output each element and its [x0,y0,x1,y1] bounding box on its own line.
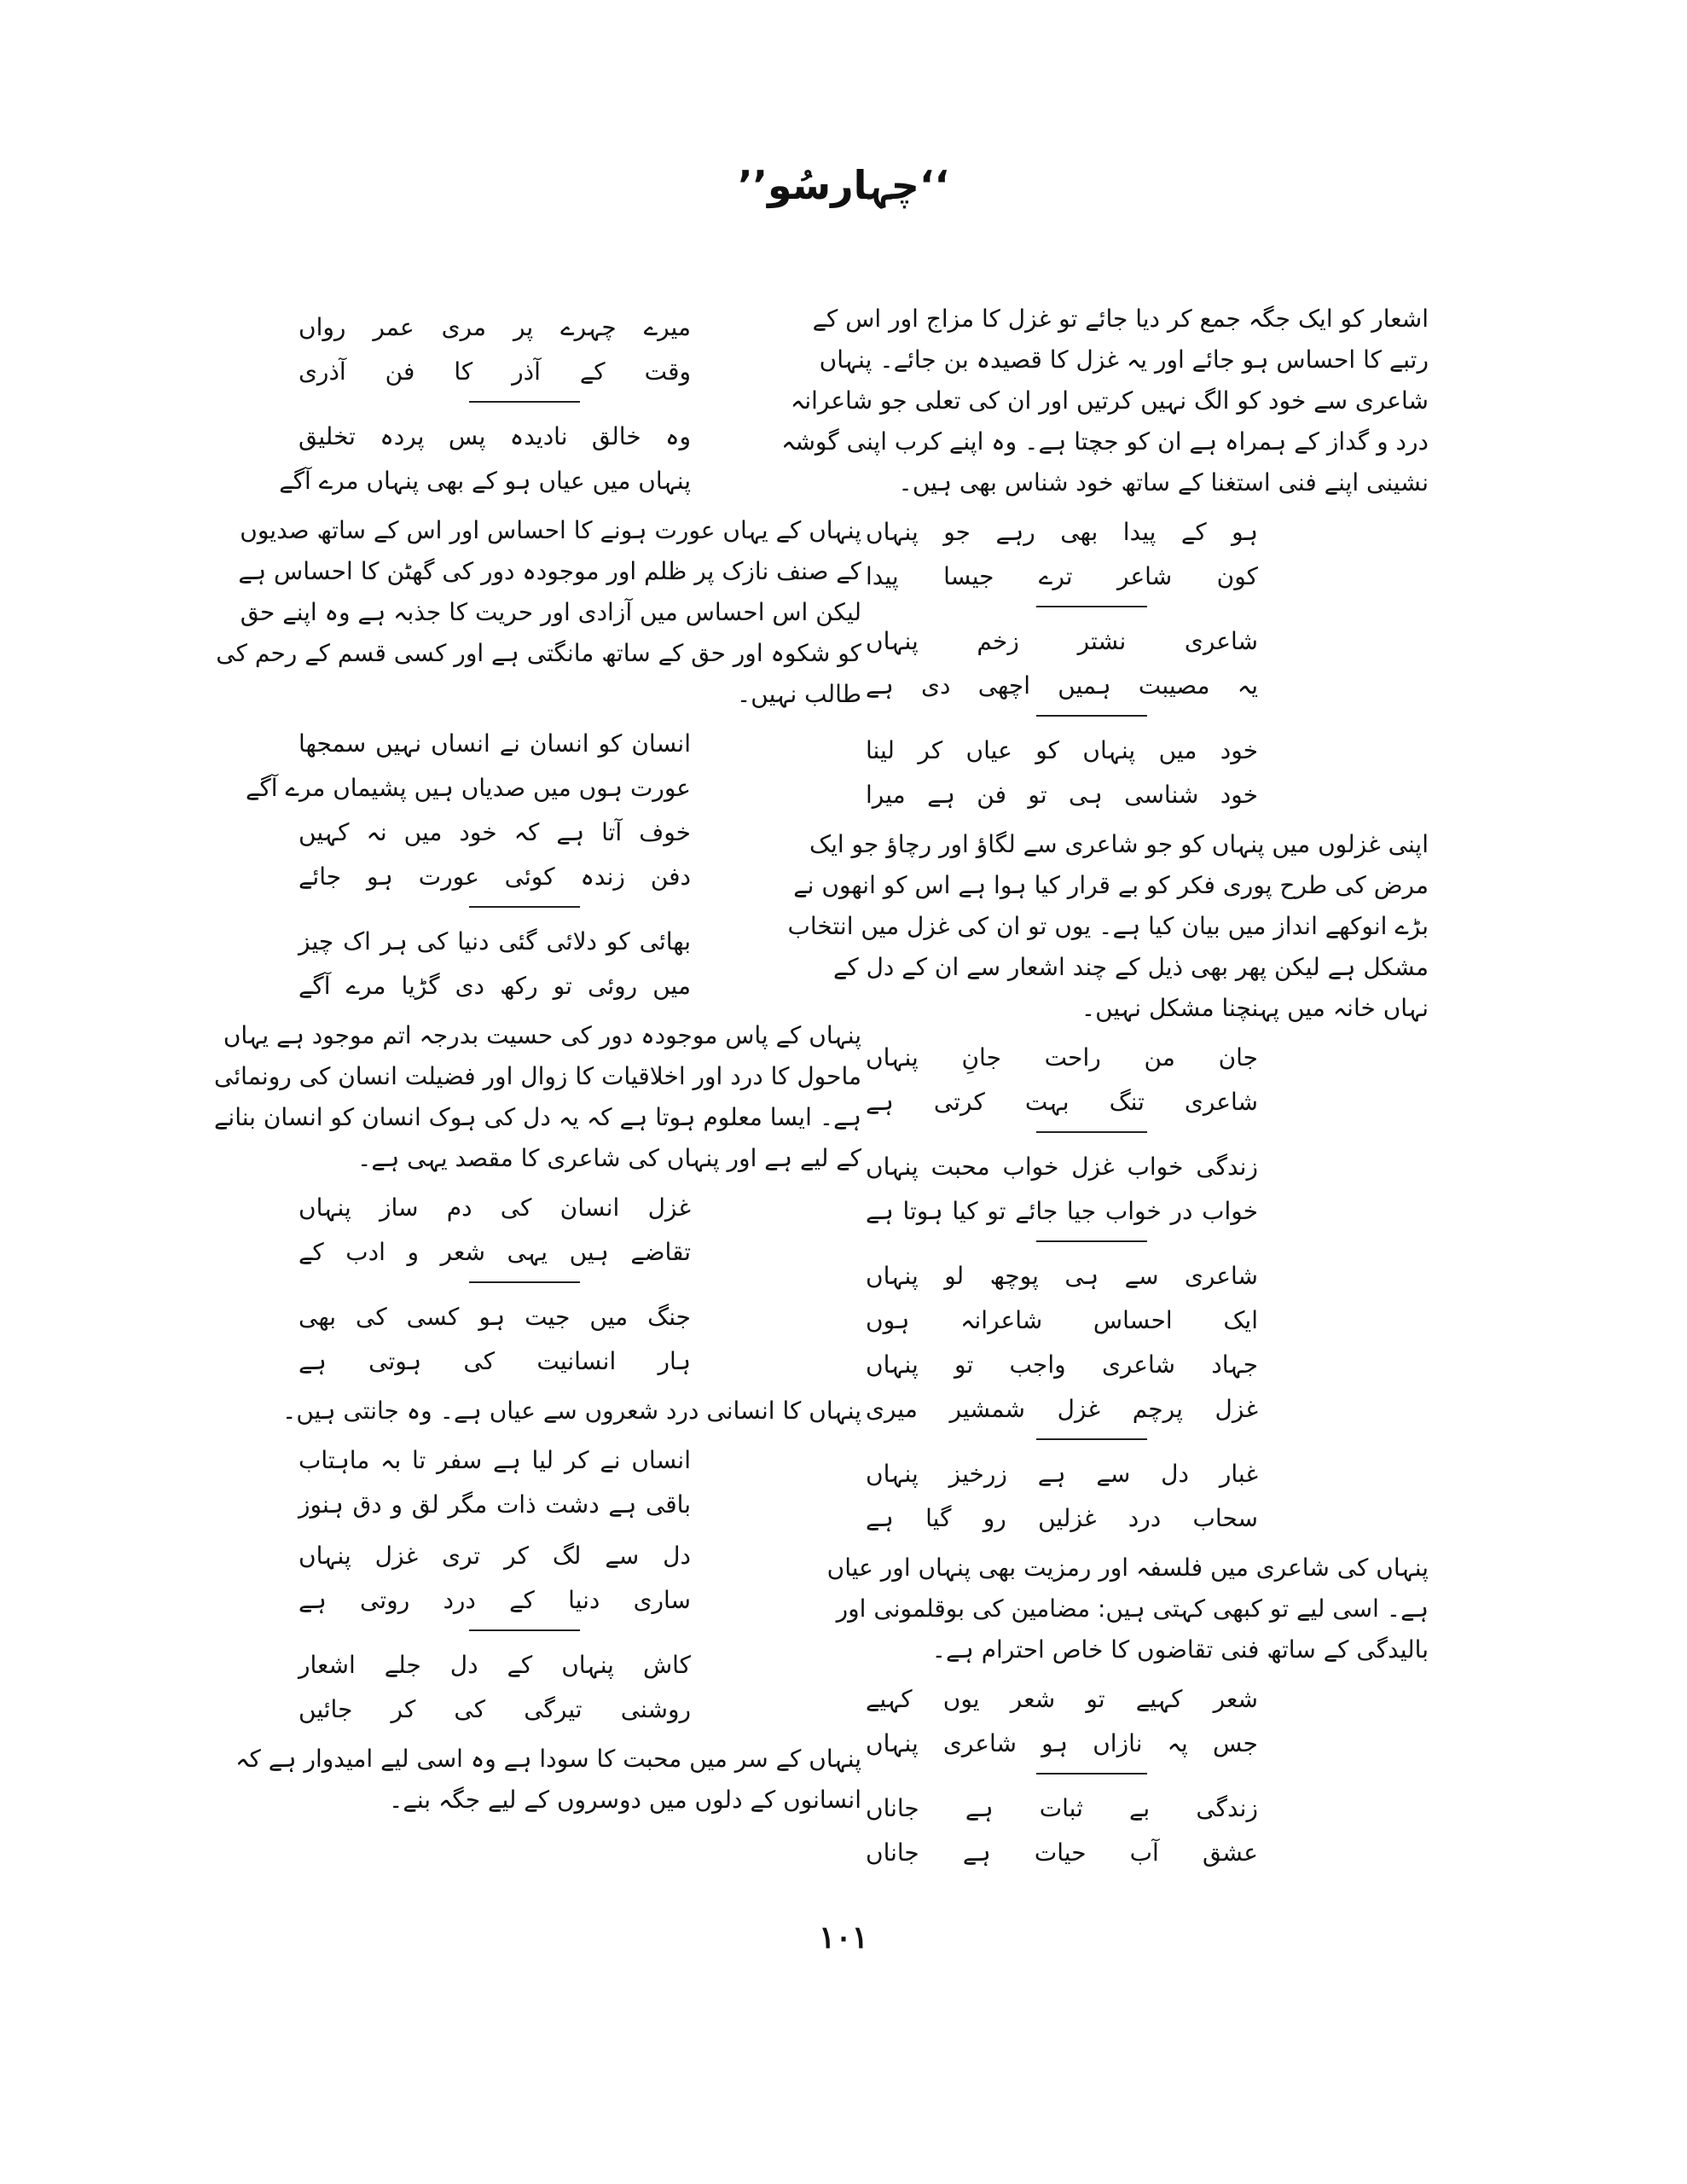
verse-line: جان من راحت جانِ پنہاں [866,1043,1258,1072]
prose-paragraph: اپنی غزلوں میں پنہاں کو جو شاعری سے لگاؤ اور رچاؤ جو ایک مرض کی طرح پوری فکر کو بے قرار کیا ہوا ہے اس کو انھوں نے بڑے انوکھے انداز میں بیان کیا ہے۔ یوں تو ان کی غزل میں انتخاب مشکل ہے لیکن پھر بھی ذیل کے چند اشعار سے ان کے دل کے نہاں خانہ میں پہنچنا مشکل نہیں۔ [787,830,1429,1022]
verse-separator [1036,1438,1147,1440]
verse-line: غزل پرچم غزل شمشیر میری [866,1395,1258,1423]
verse-line: وقت کے آذر کا فن آذری [299,357,691,386]
verse-couplet [866,1254,1258,1432]
verse-separator [469,1629,580,1631]
verse-line: عورت ہوں میں صدیاں ہیں پشیماں مرے آگے [246,774,691,802]
verse-line: شعر کہیے تو شعر یوں کہیے [866,1685,1258,1713]
verse-line: کون شاعر ترے جیسا پیدا [866,562,1258,590]
verse-line: غبار دل سے ہے زرخیز پنہاں [866,1460,1258,1488]
verse-couplet [866,1677,1258,1766]
verse-couplet [299,1186,691,1275]
prose-paragraph: پنہاں کے یہاں عورت ہونے کا احساس اور اس کے ساتھ صدیوں کے صنف نازک پر ظلم اور موجودہ دور کی گھٹن کا احساس ہے لیکن اس احساس میں آزادی اور حریت کا جذبہ ہے وہ اپنے حق کو شکوہ اور حق کے ساتھ مانگتی ہے اور کسی قسم کے رحم کی طالب نہیں۔ [216,516,861,708]
prose-paragraph: پنہاں کا انسانی درد شعروں سے عیاں ہے۔ وہ جانتی ہیں۔ [281,1397,861,1425]
verse-couplet [299,920,691,1008]
verse-couplet [866,619,1258,708]
verse-line: میں روئی تو رکھ دی گڑیا مرے آگے [299,972,691,1000]
verse-line: روشنی تیرگی کی کر جائیں [299,1695,691,1723]
verse-line: ہار انسانیت کی ہوتی ہے [299,1347,691,1375]
verse-line: شاعری نشتر زخم پنہاں [866,627,1258,655]
verse-couplet [866,1452,1258,1541]
verse-separator [1036,606,1147,607]
page-number: ۱۰۱ [818,1920,868,1955]
verse-couplet [299,1643,691,1732]
prose-paragraph: پنہاں کی شاعری میں فلسفہ اور رمزیت بھی پنہاں اور عیاں ہے۔ اسی لیے تو کبھی کہتی ہیں: مضامین کی بوقلمونی اور بالیدگی کے ساتھ فنی تقاضوں کا خاص احترام ہے۔ [826,1554,1429,1664]
verse-couplet [299,305,691,394]
verse-line: وہ خالق نادیدہ پس پردہ تخلیق [299,422,691,450]
verse-separator [1036,715,1147,717]
verse-separator [469,906,580,908]
verse-line: زندگی بے ثبات ہے جاناں [866,1794,1258,1822]
verse-line: ایک احساس شاعرانہ ہوں [866,1306,1258,1334]
verse-line: شاعری تنگ بہت کرتی ہے [866,1088,1258,1116]
verse-couplet [299,1438,691,1527]
verse-line: ساری دنیا کے درد روتی ہے [299,1586,691,1614]
verse-line: میرے چہرے پر مری عمر رواں [299,313,691,341]
verse-line: بھائی کو دلائی گئی دنیا کی ہر اک چیز [299,927,691,956]
verse-separator [1036,1131,1147,1133]
verse-line: دل سے لگ کر تری غزل پنہاں [299,1542,691,1570]
verse-line: پنہاں میں عیاں ہو کے بھی پنہاں مرے آگے [279,467,691,495]
verse-line: دفن زندہ کوئی عورت ہو جائے [299,863,691,891]
verse-couplet [866,510,1258,599]
left-column [213,299,861,1827]
verse-line: انسان کو انسان نے انساں نہیں سمجھا [299,729,691,758]
prose-paragraph: پنہاں کے سر میں محبت کا سودا ہے وہ اسی لیے امیدوار ہے کہ انسانوں کے دلوں میں دوسروں کے لیے جگہ بنے۔ [235,1745,861,1814]
verse-separator [469,1281,580,1283]
verse-couplet [866,729,1258,817]
verse-couplet [299,1534,691,1623]
verse-separator [1036,1773,1147,1774]
verse-couplet [246,722,691,899]
prose-paragraph: پنہاں کے پاس موجودہ دور کی حسیت بدرجہ اتم موجود ہے یہاں ماحول کا درد اور اخلاقیات کا زوال اور فضیلت انسان کی رونمائی ہے۔ ایسا معلوم ہوتا ہے کہ یہ دل کی ہوک انسان کو انسان بنانے کے لیے ہے اور پنہاں کی شاعری کا مقصد یہی ہے۔ [214,1021,861,1172]
verse-separator [469,401,580,403]
right-column [780,299,1429,1882]
verse-couplet [866,1786,1258,1875]
verse-line: عشق آب حیات ہے جاناں [866,1838,1258,1867]
page-header-title: ‘‘چہارسُو’’ [738,162,949,208]
verse-couplet [299,1295,691,1384]
verse-line: خواب در خواب جیا جائے تو کیا ہوتا ہے [866,1197,1258,1225]
verse-line: جہاد شاعری واجب تو پنہاں [866,1350,1258,1379]
verse-line: خوف آتا ہے کہ خود میں نہ کہیں [299,818,691,846]
verse-line: انساں نے کر لیا ہے سفر تا بہ ماہتاب [299,1446,691,1474]
verse-line: سحاب درد غزلیں رو گیا ہے [866,1504,1258,1532]
verse-line: جس پہ نازاں ہو شاعری پنہاں [866,1729,1258,1757]
verse-line: زندگی خواب غزل خواب محبت پنہاں [866,1153,1258,1181]
verse-line: جنگ میں جیت ہو کسی کی بھی [299,1303,691,1331]
verse-line: شاعری سے ہی پوچھ لو پنہاں [866,1262,1258,1290]
prose-paragraph: اشعار کو ایک جگہ جمع کر دیا جائے تو غزل کا مزاج اور اس کے رتبے کا احساس ہو جائے اور یہ غزل کا قصیدہ بن جائے۔ پنہاں شاعری سے خود کو الگ نہیں کرتیں اور ان کی تعلی جو شاعرانہ درد و گداز کے ہمراہ ہے ان کو جچتا ہے۔ وہ اپنے کرب اپنی گوشہ نشینی اپنے فنی استغنا کے ساتھ خود شناس بھی ہیں۔ [781,305,1429,497]
verse-line: یہ مصیبت ہمیں اچھی دی ہے [866,671,1258,700]
verse-line: غزل انسان کی دم ساز پنہاں [299,1194,691,1222]
verse-couplet [279,415,691,503]
verse-line: خود میں پنہاں کو عیاں کر لینا [866,736,1258,764]
verse-line: تقاضے ہیں یہی شعر و ادب کے [299,1238,691,1266]
verse-line: کاش پنہاں کے دل جلے اشعار [299,1651,691,1679]
verse-couplet [866,1145,1258,1234]
verse-line: باقی ہے دشت ذات مگر لق و دق ہنوز [299,1490,691,1519]
verse-couplet [866,1036,1258,1124]
verse-line: خود شناسی ہی تو فن ہے میرا [866,781,1258,809]
verse-separator [1036,1240,1147,1242]
verse-line: ہو کے پیدا بھی رہے جو پنہاں [866,518,1258,546]
